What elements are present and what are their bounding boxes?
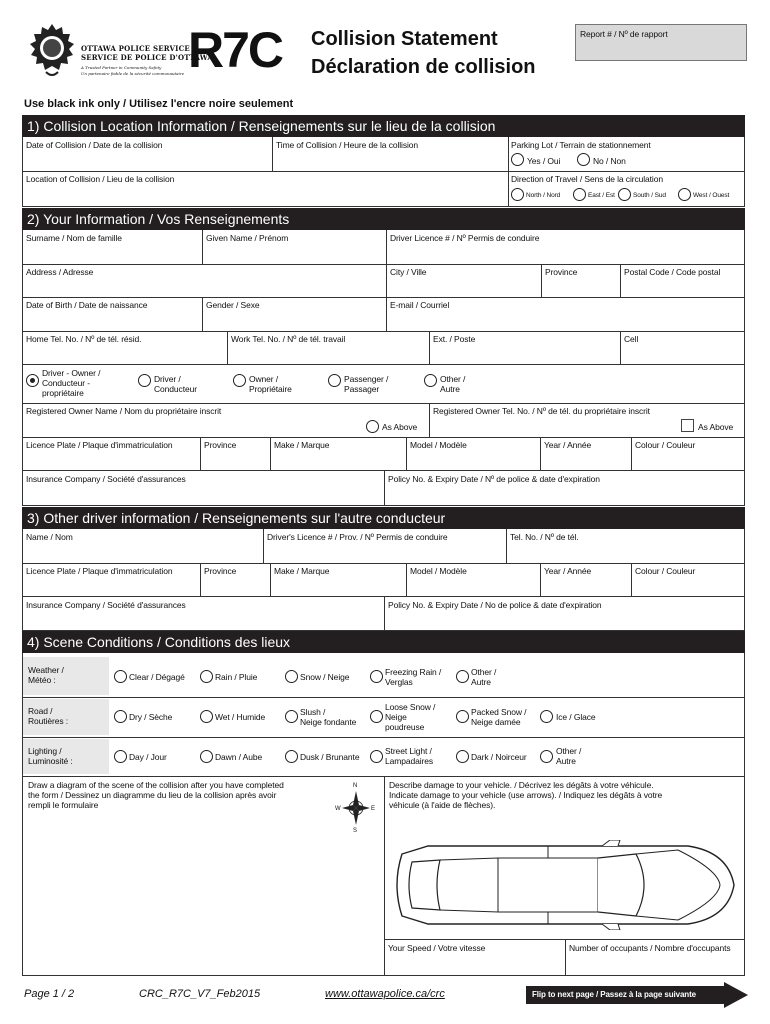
surname-field[interactable] [23, 231, 202, 264]
role-driver-owner-label: Driver - Owner / Conducteur - propriétaire [42, 368, 101, 398]
province-label: Province [545, 267, 578, 277]
make-field[interactable] [271, 438, 406, 470]
flip-page-arrow[interactable] [526, 982, 748, 1008]
weather-rain-radio[interactable] [200, 670, 213, 683]
police-crest [26, 22, 78, 80]
light-dark-label: Dark / Noirceur [471, 752, 527, 762]
role-driver-owner-radio[interactable] [26, 374, 39, 387]
other-policy-label: Policy No. & Expiry Date / No de police & date d'expiration [388, 600, 602, 610]
road-wet-radio[interactable] [200, 710, 213, 723]
insurance-company-field[interactable] [23, 471, 384, 505]
make-label: Make / Marque [274, 440, 330, 450]
road-packed-snow-label: Packed Snow / Neige damée [471, 707, 527, 727]
compass-w: W [335, 806, 341, 812]
flip-page-label: Flip to next page / Passez à la page suivante [532, 990, 697, 999]
light-street-label: Street Light / Lampadaires [385, 746, 434, 766]
driver-licence-label: Driver Licence # / Nº Permis de conduire [390, 233, 540, 243]
dob-label: Date of Birth / Date de naissance [26, 300, 148, 310]
report-number-field[interactable] [575, 24, 747, 61]
compass-n: N [353, 783, 358, 789]
other-tel-field[interactable] [507, 530, 744, 563]
policy-label: Policy No. & Expiry Date / Nº de police & date d'expiration [388, 474, 600, 484]
road-loose-snow-radio[interactable] [370, 710, 383, 723]
road-dry-label: Dry / Sèche [129, 712, 173, 722]
section-4-header: 4) Scene Conditions / Conditions des lieux [22, 631, 745, 653]
light-day-label: Day / Jour [129, 752, 167, 762]
light-dusk-radio[interactable] [285, 750, 298, 763]
driver-licence-field[interactable] [387, 231, 744, 264]
other-province-label: Province [204, 566, 237, 576]
form-code: R7C [188, 22, 283, 78]
postal-code-field[interactable] [621, 265, 744, 297]
road-wet-label: Wet / Humide [215, 712, 266, 722]
email-label: E-mail / Courriel [390, 300, 450, 310]
other-year-field[interactable] [541, 564, 631, 596]
lighting-label: Lighting / Luminosité : [28, 746, 73, 766]
parking-lot-label: Parking Lot / Terrain de stationnement [511, 140, 651, 150]
weather-clear-label: Clear / Dégagé [129, 672, 185, 682]
licence-plate-label: Licence Plate / Plaque d'immatriculation [26, 440, 173, 450]
gender-label: Gender / Sexe [206, 300, 260, 310]
home-tel-label: Home Tel. No. / Nº de tél. résid. [26, 334, 142, 344]
policy-field[interactable] [385, 471, 744, 505]
road-slush-label: Slush / Neige fondante [300, 707, 357, 727]
road-dry-radio[interactable] [114, 710, 127, 723]
compass-icon [336, 783, 376, 833]
role-driver-radio[interactable] [138, 374, 151, 387]
licence-plate-field[interactable] [23, 438, 200, 470]
year-label: Year / Année [544, 440, 592, 450]
damage-instructions: Describe damage to your vehicle. / Décrivez les dégâts à votre véhicule. Indicate damage to your vehicle (use arrows). / Indiquez les dégâts à votre véhicule (à l'aide de flèches). [389, 780, 663, 810]
parking-yes-radio[interactable] [511, 153, 524, 166]
other-model-label: Model / Modèle [410, 566, 467, 576]
direction-south-radio[interactable] [618, 188, 631, 201]
plate-province-field[interactable] [201, 438, 270, 470]
compass-s: S [353, 828, 357, 834]
diagram-instructions: Draw a diagram of the scene of the collision after you have completed the form / Dessinez un diagramme du lieu de la collision après avoir rempli le formulaire [28, 780, 284, 810]
parking-no-label: No / Non [593, 156, 626, 166]
other-province-field[interactable] [201, 564, 270, 596]
ext-field[interactable] [430, 332, 620, 364]
light-street-radio[interactable] [370, 750, 383, 763]
weather-snow-label: Snow / Neige [300, 672, 350, 682]
direction-label: Direction of Travel / Sens de la circulation [511, 174, 663, 184]
section-3-header: 3) Other driver information / Renseignements sur l'autre conducteur [22, 507, 745, 529]
light-dawn-radio[interactable] [200, 750, 213, 763]
form-version: CRC_R7C_V7_Feb2015 [139, 988, 261, 1000]
surname-label: Surname / Nom de famille [26, 233, 122, 243]
direction-east-radio[interactable] [573, 188, 586, 201]
postal-code-label: Postal Code / Code postal [624, 267, 721, 277]
other-year-label: Year / Année [544, 566, 592, 576]
road-slush-radio[interactable] [285, 710, 298, 723]
other-colour-label: Colour / Couleur [635, 566, 696, 576]
owner-tel-as-above-checkbox[interactable] [681, 419, 694, 432]
ink-note: Use black ink only / Utilisez l'encre noire seulement [24, 98, 294, 110]
weather-label: Weather / Météo : [28, 665, 64, 685]
city-field[interactable] [387, 265, 541, 297]
other-insurance-field[interactable] [23, 597, 384, 630]
other-insurance-label: Insurance Company / Société d'assurances [26, 600, 186, 610]
role-other-label: Other / Autre [440, 374, 466, 394]
insurance-company-label: Insurance Company / Société d'assurances [26, 474, 186, 484]
registered-owner-label: Registered Owner Name / Nom du propriétaire inscrit [26, 406, 222, 416]
other-tel-label: Tel. No. / Nº de tél. [510, 532, 579, 542]
registered-owner-tel-field[interactable] [430, 404, 744, 437]
colour-field[interactable] [632, 438, 744, 470]
direction-south-label: South / Sud [633, 192, 666, 199]
role-other-radio[interactable] [424, 374, 437, 387]
model-label: Model / Modèle [410, 440, 467, 450]
cell-field[interactable] [621, 332, 744, 364]
parking-yes-label: Yes / Oui [527, 156, 561, 166]
collision-date-label: Date of Collision / Date de la collision [26, 140, 163, 150]
compass-e: E [371, 806, 375, 812]
given-name-label: Given Name / Prénom [206, 233, 289, 243]
role-owner-label: Owner / Propriétaire [249, 374, 292, 394]
email-field[interactable] [387, 298, 744, 331]
city-label: City / Ville [390, 267, 427, 277]
role-passenger-radio[interactable] [328, 374, 341, 387]
other-plate-field[interactable] [23, 564, 200, 596]
other-licence-label: Driver's Licence # / Prov. / Nº Permis de conduire [267, 532, 448, 542]
owner-as-above-label: As Above [382, 422, 418, 432]
owner-as-above-radio[interactable] [366, 420, 379, 433]
form-title-fr: Déclaration de collision [311, 56, 536, 78]
address-label: Address / Adresse [26, 267, 94, 277]
light-dusk-label: Dusk / Brunante [300, 752, 360, 762]
model-field[interactable] [407, 438, 540, 470]
role-owner-radio[interactable] [233, 374, 246, 387]
road-label: Road / Routières : [28, 706, 69, 726]
direction-north-radio[interactable] [511, 188, 524, 201]
collision-location-field[interactable] [23, 172, 508, 206]
weather-freezing-rain-label: Freezing Rain / Verglas [385, 667, 442, 687]
light-dawn-label: Dawn / Aube [215, 752, 263, 762]
colour-label: Colour / Couleur [635, 440, 696, 450]
given-name-field[interactable] [203, 231, 386, 264]
year-field[interactable] [541, 438, 631, 470]
weather-snow-radio[interactable] [285, 670, 298, 683]
agency-tagline-en: A Trusted Partner in Community Safety [81, 65, 162, 70]
home-tel-field[interactable] [23, 332, 227, 364]
plate-province-label: Province [204, 440, 237, 450]
occupants-field[interactable] [566, 940, 744, 975]
light-other-radio[interactable] [540, 750, 553, 763]
direction-west-radio[interactable] [678, 188, 691, 201]
report-number-label: Report # / Nº de rapport [580, 29, 668, 39]
road-ice-radio[interactable] [540, 710, 553, 723]
collision-location-label: Location of Collision / Lieu de la collision [26, 174, 175, 184]
agency-name-en: OTTAWA POLICE SERVICE [81, 44, 190, 53]
other-make-field[interactable] [271, 564, 406, 596]
other-make-label: Make / Marque [274, 566, 330, 576]
work-tel-label: Work Tel. No. / Nº de tél. travail [231, 334, 346, 344]
owner-tel-as-above-label: As Above [698, 422, 734, 432]
weather-other-radio[interactable] [456, 670, 469, 683]
weather-rain-label: Rain / Pluie [215, 672, 258, 682]
other-name-field[interactable] [23, 530, 263, 563]
road-loose-snow-label: Loose Snow / Neige poudreuse [385, 702, 436, 732]
weather-clear-radio[interactable] [114, 670, 127, 683]
other-policy-field[interactable] [385, 597, 744, 630]
collision-time-label: Time of Collision / Heure de la collision [276, 140, 419, 150]
other-licence-field[interactable] [264, 530, 506, 563]
light-day-radio[interactable] [114, 750, 127, 763]
occupants-label: Number of occupants / Nombre d'occupants [569, 943, 731, 953]
direction-north-label: North / Nord [526, 192, 561, 199]
ext-label: Ext. / Poste [433, 334, 476, 344]
work-tel-field[interactable] [228, 332, 429, 364]
dob-field[interactable] [23, 298, 202, 331]
other-name-label: Name / Nom [26, 532, 73, 542]
registered-owner-tel-label: Registered Owner Tel. No. / Nº de tél. du propriétaire inscrit [433, 406, 650, 416]
car-topview-icon[interactable] [388, 840, 736, 930]
role-passenger-label: Passenger / Passager [344, 374, 389, 394]
speed-label: Your Speed / Votre vitesse [388, 943, 486, 953]
speed-field[interactable] [385, 940, 565, 975]
direction-east-label: East / Est [588, 192, 615, 199]
agency-tagline-fr: Un partenaire fiable de la sécurité communautaire [81, 71, 185, 76]
section-1-header: 1) Collision Location Information / Renseignements sur le lieu de la collision [22, 115, 745, 137]
section-2-header: 2) Your Information / Vos Renseignements [22, 208, 745, 230]
weather-freezing-rain-radio[interactable] [370, 670, 383, 683]
light-dark-radio[interactable] [456, 750, 469, 763]
light-other-label: Other / Autre [556, 746, 582, 766]
page-number: Page 1 / 2 [24, 988, 75, 1000]
collision-diagram-area[interactable] [23, 777, 384, 975]
address-field[interactable] [23, 265, 386, 297]
cell-label: Cell [624, 334, 639, 344]
road-ice-label: Ice / Glace [556, 712, 596, 722]
weather-other-label: Other / Autre [471, 667, 497, 687]
role-driver-label: Driver / Conducteur [154, 374, 197, 394]
website-link[interactable]: www.ottawapolice.ca/crc [325, 988, 445, 1000]
parking-no-radio[interactable] [577, 153, 590, 166]
collision-time-field[interactable] [273, 138, 508, 171]
other-plate-label: Licence Plate / Plaque d'immatriculation [26, 566, 173, 576]
province-field[interactable] [542, 265, 620, 297]
other-model-field[interactable] [407, 564, 540, 596]
agency-name-fr: SERVICE DE POLICE D'OTTAWA [81, 53, 213, 62]
direction-west-label: West / Ouest [693, 192, 730, 199]
gender-field[interactable] [203, 298, 386, 331]
collision-date-field[interactable] [23, 138, 272, 171]
form-title-en: Collision Statement [311, 28, 498, 50]
road-packed-snow-radio[interactable] [456, 710, 469, 723]
other-colour-field[interactable] [632, 564, 744, 596]
